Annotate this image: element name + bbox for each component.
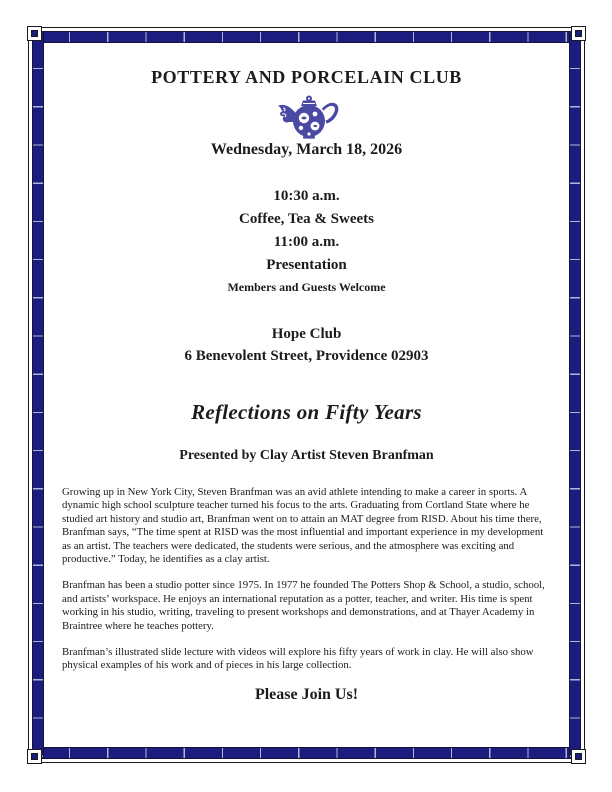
body-copy (44, 486, 569, 673)
teapot-icon (273, 93, 341, 139)
event-date: Wednesday, March 18, 2026 (210, 141, 403, 158)
border-band-right (569, 31, 581, 759)
closing-line: Please Join Us! (254, 685, 359, 703)
welcome-note: Members and Guests Welcome (227, 280, 386, 294)
schedule-item-presentation: Presentation (266, 257, 347, 273)
flyer-content (44, 43, 569, 746)
corner-ornament-top-left (27, 26, 42, 41)
border-band-left (32, 31, 44, 759)
venue-block (44, 323, 569, 367)
body-paragraph: Branfman’s illustrated slide lecture with videos will explore his fifty years of work in clay. He will also show physical examples of his work and of pieces in his large collection. (62, 646, 534, 672)
border-band-bottom (32, 747, 581, 759)
schedule-item-coffee: Coffee, Tea & Sweets (239, 211, 374, 227)
schedule-time-presentation: 11:00 a.m. (273, 234, 340, 250)
border-band-top (32, 31, 581, 43)
corner-ornament-bottom-left (27, 749, 42, 764)
schedule-time-coffee: 10:30 a.m. (273, 188, 340, 204)
venue-name: Hope Club (271, 326, 342, 342)
venue-address: 6 Benevolent Street, Providence 02903 (184, 348, 429, 364)
talk-title: Reflections on Fifty Years (191, 400, 422, 424)
page-title: POTTERY AND PORCELAIN CLUB (151, 67, 462, 87)
presenter-line: Presented by Clay Artist Steven Branfman (179, 448, 434, 463)
corner-ornament-bottom-right (571, 749, 586, 764)
body-paragraph: Growing up in New York City, Steven Branfman was an avid athlete intending to make a career in sports. A dynamic high school sculpture teacher turned his focus to the arts. Graduating from Cortland State where he studied art history and studio art, Branfman went on to attain an MAT degree from RISD. About his time there, Branfman says, “The time spent at RISD was the most influential and important experience in my development as an artist. The teachers were dedicated, the students were serious, and the atmosphere was exciting and productive.” Today, he identifies as a clay artist. (62, 486, 544, 566)
corner-ornament-top-right (571, 26, 586, 41)
body-paragraph: Branfman has been a studio potter since 1975. In 1977 he founded The Potters Shop & School, a studio, school, and artists’ workspace. He enjoys an international reputation as a potter, teacher, and writer. His time is spent working in his studio, writing, traveling to present workshops and demonstrations, and at Thayer Academy in Braintree where he teaches pottery. (62, 579, 545, 632)
event-schedule (44, 185, 569, 277)
